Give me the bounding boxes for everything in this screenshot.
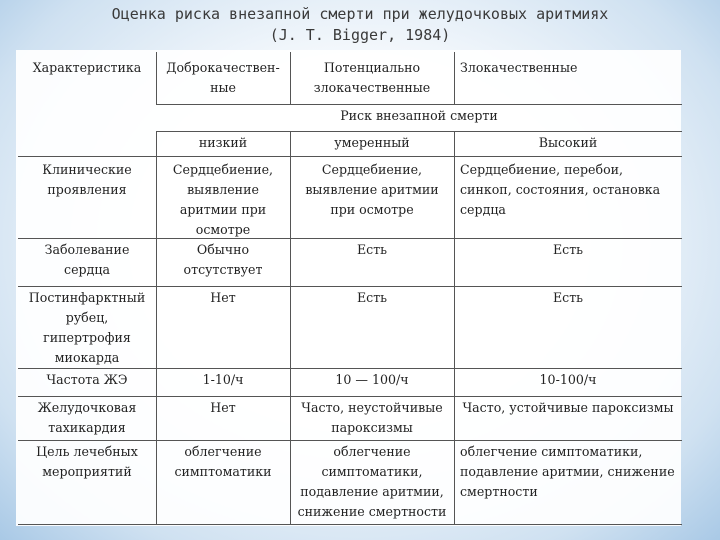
table-rule — [18, 286, 682, 287]
cell-line: подавление аритмии, снижение — [460, 464, 675, 479]
cell-line: Заболевание — [44, 242, 130, 257]
cell-line: Постинфарктный — [28, 290, 146, 305]
cell-line: снижение смертности — [297, 504, 447, 519]
table-column-rule — [454, 52, 455, 104]
header-characteristic-text: Характеристика — [32, 60, 142, 75]
table-cell-benign — [156, 370, 290, 390]
cell-line: Цель лечебных — [36, 444, 138, 459]
cell-line: Часто, неустойчивые — [301, 400, 443, 415]
cell-line: Есть — [552, 290, 584, 305]
header-potential-line: злокачественные — [313, 80, 431, 95]
cell-line: Есть — [356, 242, 388, 257]
table-rule — [18, 396, 682, 397]
cell-line: сердца — [64, 262, 110, 277]
cell-line: Есть — [552, 242, 584, 257]
table-cell-label — [18, 160, 156, 200]
cell-line: рубец, — [65, 310, 109, 325]
header-risk-low — [156, 133, 290, 153]
cell-line: симптоматики, — [321, 464, 423, 479]
cell-line: миокарда — [54, 350, 120, 365]
table-cell-potential — [290, 160, 454, 220]
table-rule — [18, 238, 682, 239]
cell-line: мероприятий — [42, 464, 132, 479]
cell-line: 10-100/ч — [539, 372, 597, 387]
cell-line: Частота ЖЭ — [46, 372, 128, 387]
table-rule — [18, 524, 682, 525]
title-line-2: (J. T. Bigger, 1984) — [269, 26, 451, 44]
header-benign — [156, 58, 290, 98]
table-cell-label — [18, 398, 156, 438]
table-column-rule — [156, 52, 157, 104]
cell-line: Нет — [210, 290, 236, 305]
risk-high-text: Высокий — [538, 135, 598, 150]
cell-line: симптоматики — [174, 464, 272, 479]
table-column-rule — [290, 52, 291, 104]
table-rule — [156, 104, 682, 105]
cell-line: гипертрофия — [43, 330, 131, 345]
cell-line: 1-10/ч — [202, 372, 244, 387]
cell-line: проявления — [47, 182, 127, 197]
table-cell-benign — [156, 160, 290, 240]
cell-line: Сердцебиение, — [321, 162, 423, 177]
table-cell-malignant — [454, 442, 682, 502]
cell-line: Желудочковая — [37, 400, 137, 415]
table-cell-malignant — [454, 240, 682, 260]
cell-line: сердца — [460, 202, 506, 217]
table-column-rule — [156, 131, 157, 524]
risk-low-text: низкий — [198, 135, 248, 150]
table-cell-potential — [290, 370, 454, 390]
header-malignant-text: Злокачественные — [460, 60, 578, 75]
cell-line: облегчение симптоматики, — [460, 444, 643, 459]
table-cell-label — [18, 288, 156, 368]
table-cell-label — [18, 240, 156, 280]
header-risk-high — [454, 133, 682, 153]
cell-line: Сердцебиение, перебои, — [460, 162, 624, 177]
cell-line: выявление аритмии — [305, 182, 439, 197]
risk-label-text: Риск внезапной смерти — [340, 108, 498, 123]
table-column-rule — [290, 131, 291, 524]
table-cell-potential — [290, 288, 454, 308]
cell-line: облегчение — [333, 444, 411, 459]
table-cell-benign — [156, 288, 290, 308]
table-cell-potential — [290, 442, 454, 522]
cell-line: 10 — 100/ч — [335, 372, 409, 387]
cell-line: выявление — [187, 182, 259, 197]
table-cell-benign — [156, 240, 290, 280]
header-benign-line: ные — [210, 80, 236, 95]
table-cell-benign — [156, 442, 290, 482]
cell-line: Часто, устойчивые пароксизмы — [462, 400, 674, 415]
cell-line: аритмии при — [179, 202, 267, 217]
table-cell-benign — [156, 398, 290, 418]
table-cell-label — [18, 370, 156, 390]
cell-line: Клинические — [42, 162, 132, 177]
table-cell-malignant — [454, 370, 682, 390]
table-cell-potential — [290, 240, 454, 260]
risk-moderate-text: умеренный — [334, 135, 410, 150]
table-rule — [18, 156, 682, 157]
cell-line: тахикардия — [48, 420, 126, 435]
table-rule — [156, 131, 682, 132]
header-potential-line: Потенциально — [323, 60, 421, 75]
cell-line: облегчение — [184, 444, 262, 459]
table-cell-malignant — [454, 398, 682, 418]
table-rule — [18, 368, 682, 369]
cell-line: при осмотре — [330, 202, 414, 217]
header-characteristic — [18, 58, 156, 78]
cell-line: Нет — [210, 400, 236, 415]
header-malignant — [454, 58, 682, 78]
title-line-1: Оценка риска внезапной смерти при желудочковых аритмиях — [111, 5, 609, 23]
cell-line: пароксизмы — [331, 420, 413, 435]
table-cell-malignant — [454, 160, 682, 220]
header-potential — [290, 58, 454, 98]
table-rule — [18, 440, 682, 441]
cell-line: смертности — [460, 484, 538, 499]
table-column-rule — [454, 131, 455, 524]
page-title — [0, 4, 720, 46]
header-risk-label — [156, 106, 682, 126]
cell-line: Есть — [356, 290, 388, 305]
cell-line: подавление аритмии, — [300, 484, 444, 499]
table-cell-potential — [290, 398, 454, 438]
header-benign-line: Доброкачествен- — [166, 60, 280, 75]
table-cell-malignant — [454, 288, 682, 308]
cell-line: синкоп, состояния, остановка — [460, 182, 661, 197]
cell-line: отсутствует — [183, 262, 263, 277]
cell-line: Сердцебиение, — [172, 162, 274, 177]
cell-line: Обычно — [196, 242, 250, 257]
header-risk-moderate — [290, 133, 454, 153]
table-cell-label — [18, 442, 156, 482]
cell-line: осмотре — [195, 222, 251, 237]
